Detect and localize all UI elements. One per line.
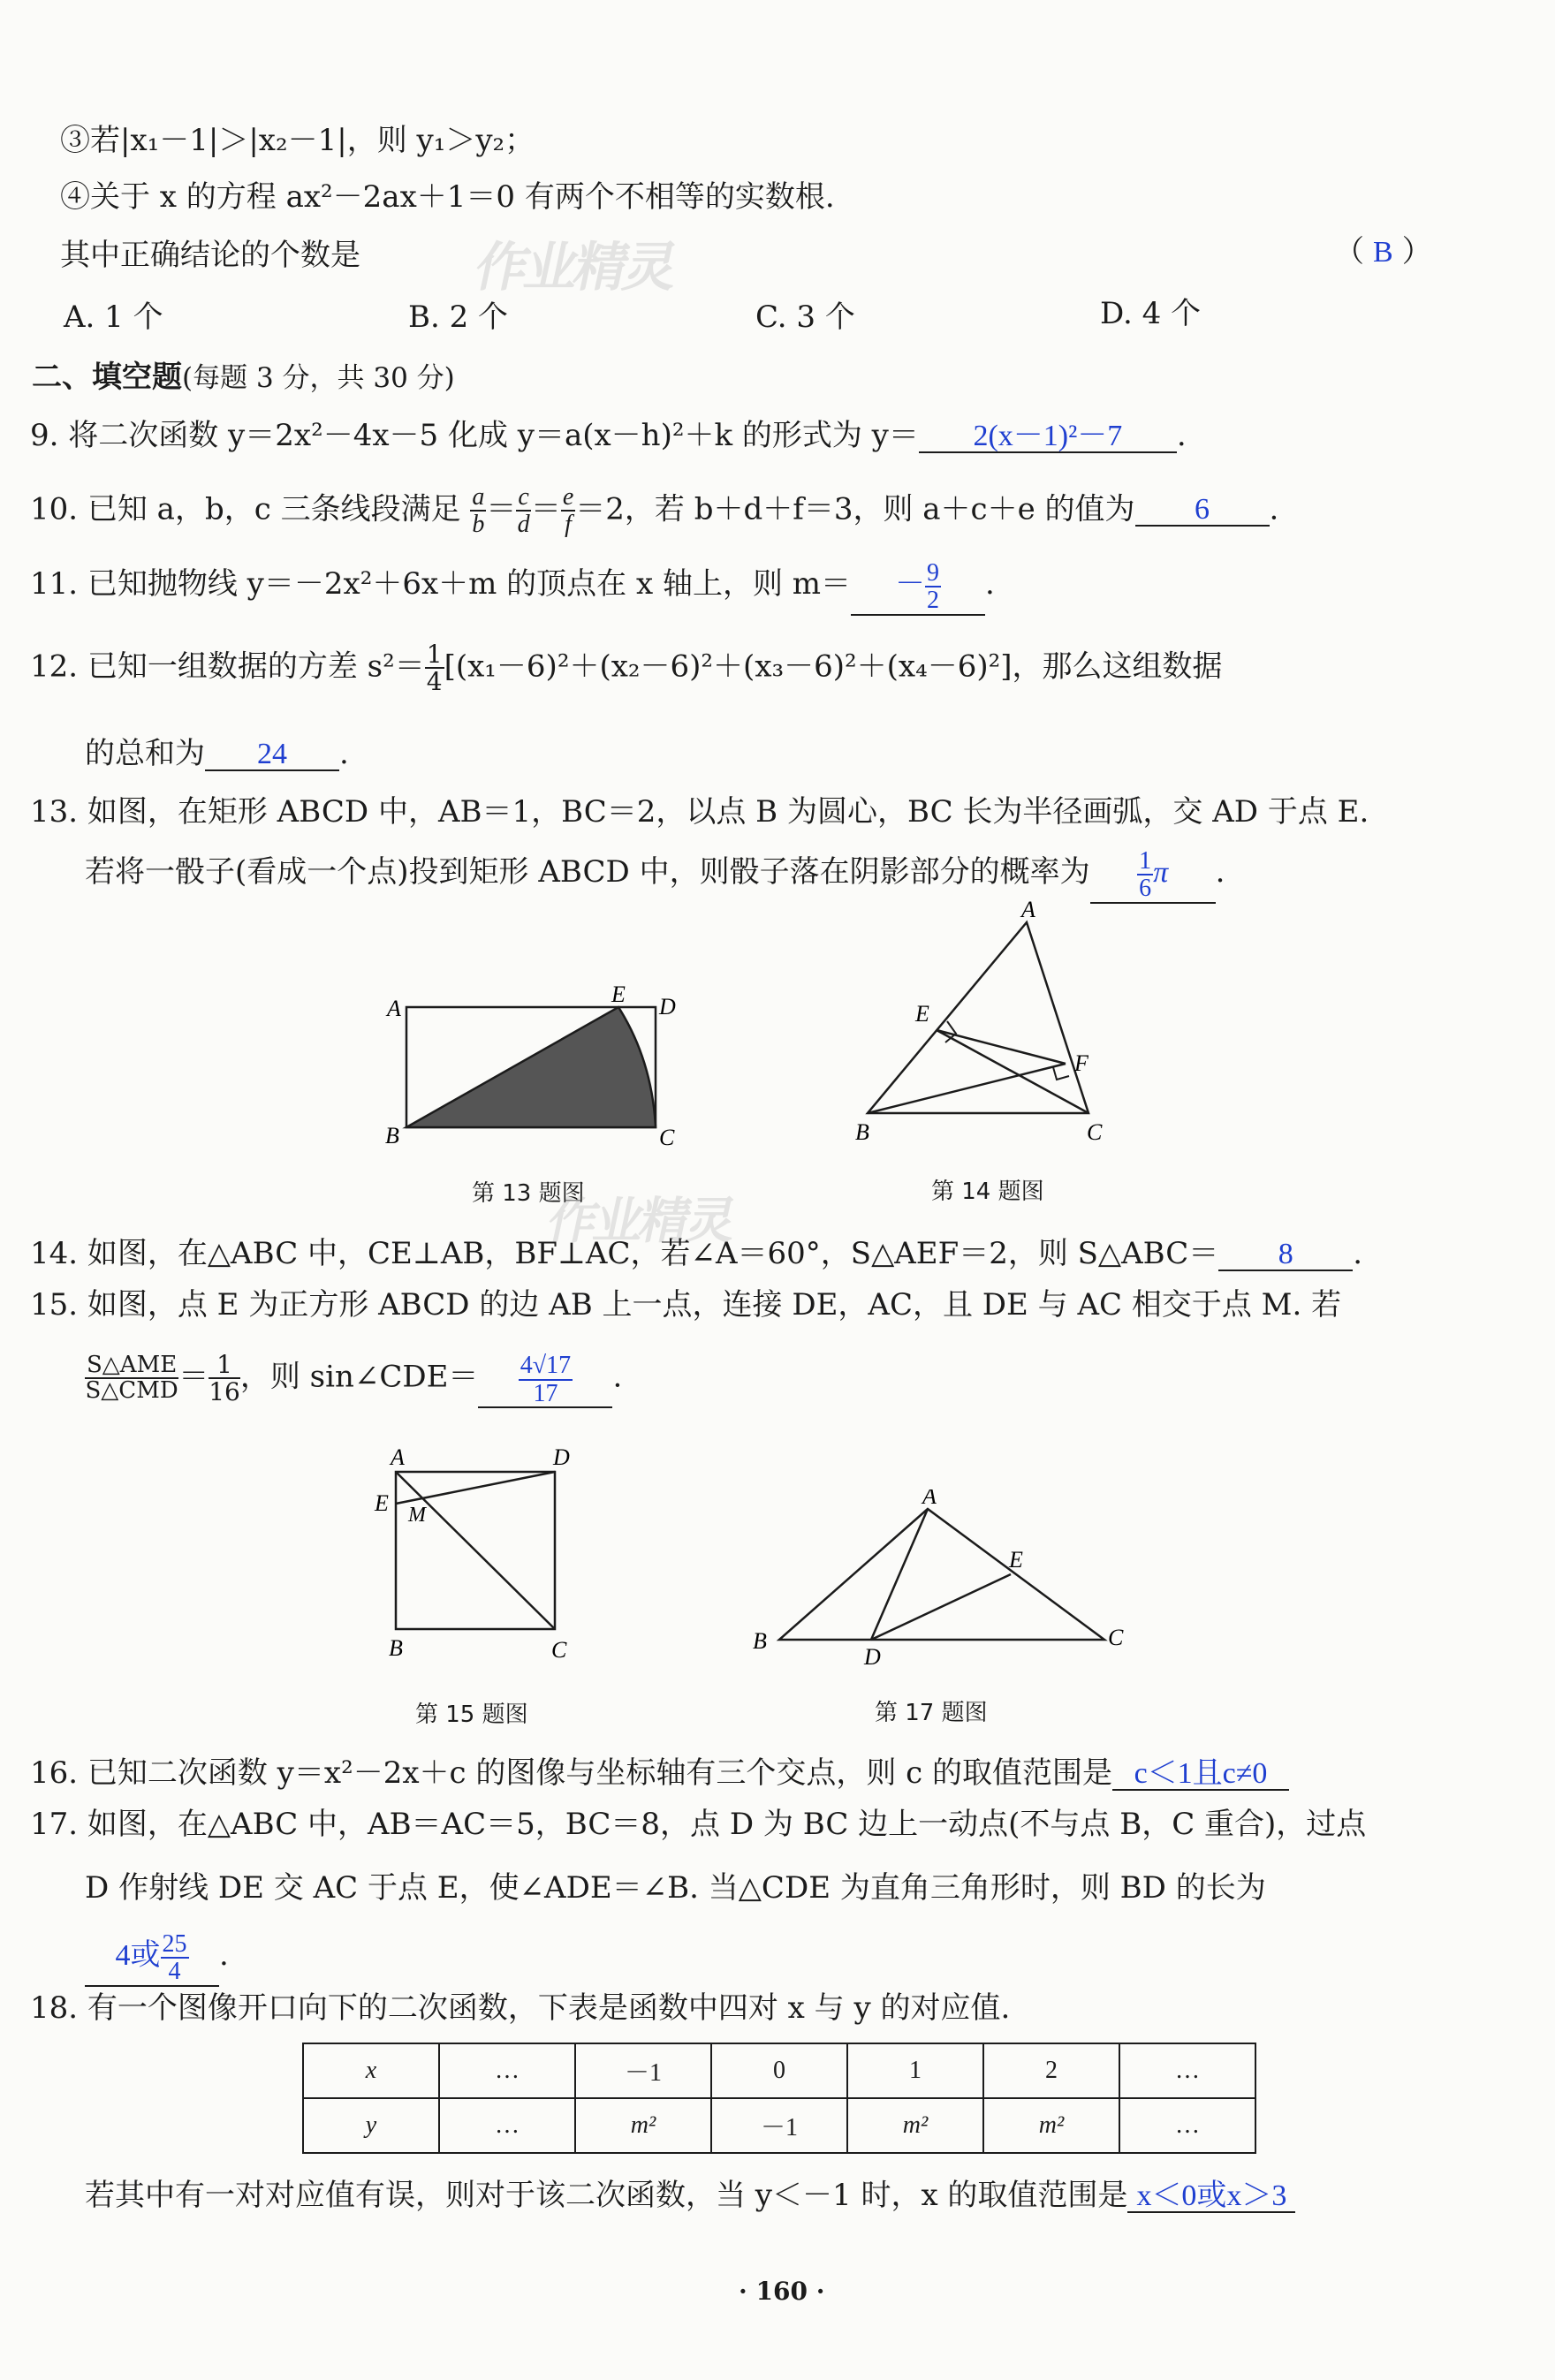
q18-answer: x＜0或x＞3 xyxy=(1127,2181,1295,2213)
fig15-label-e: E xyxy=(375,1490,389,1516)
fig14-segment-ef xyxy=(937,1030,1066,1064)
fig15-label-c: C xyxy=(551,1637,567,1661)
fig13-label-c: C xyxy=(659,1125,675,1150)
q17-answer: 4或 $\frac{25}{4}$ xyxy=(85,1931,219,1987)
fig17-label-c: C xyxy=(1108,1625,1124,1650)
fig15-label-a: A xyxy=(391,1449,405,1470)
fig13-label-e: E xyxy=(611,982,626,1007)
q8-item4: ④关于 x 的方程 ax²－2ax＋1＝0 有两个不相等的实数根. xyxy=(60,179,835,215)
table-cell: －1 xyxy=(575,2043,711,2098)
table-cell: 1 xyxy=(847,2043,983,2098)
fig17-label-a: A xyxy=(922,1489,937,1509)
watermark-2: 作业精灵 xyxy=(542,1193,739,1250)
q15-answer: $\frac{4√17}{17}$ xyxy=(478,1353,612,1408)
fig13-shaded-sector xyxy=(406,1007,656,1127)
table-cell: … xyxy=(439,2098,575,2153)
q10-answer: 6 xyxy=(1135,495,1270,527)
figure-13 xyxy=(371,981,689,1157)
fig17-segment-ad xyxy=(871,1509,928,1640)
q8-choice-c: C. 3 个 xyxy=(755,299,855,335)
table-cell: －1 xyxy=(711,2098,847,2153)
table-cell: x xyxy=(303,2043,439,2098)
page-number: · 160 · xyxy=(739,2277,825,2306)
q8-choice-b: B. 2 个 xyxy=(408,299,509,335)
fig15-segment-de xyxy=(396,1472,555,1504)
fig13-label-b: B xyxy=(385,1123,399,1148)
fig14-label-f: F xyxy=(1074,1050,1088,1076)
q12-line2: 的总和为 24 . xyxy=(85,736,349,771)
table-cell: y xyxy=(303,2098,439,2153)
q8-choice-a: A. 1 个 xyxy=(64,299,163,335)
table-cell: … xyxy=(439,2043,575,2098)
fig15-diagonal-ac xyxy=(396,1472,555,1629)
fig14-right-angle-f xyxy=(1053,1067,1069,1080)
watermark: 作业精灵 xyxy=(469,237,681,299)
q18-table xyxy=(302,2043,1256,2154)
q9-answer: 2(x－1)²－7 xyxy=(919,421,1177,453)
q18-after: 若其中有一对对应值有误，则对于该二次函数，当 y＜－1 时，x 的取值范围是 x＜0或x＞3 xyxy=(85,2180,1295,2213)
fig15-label-d: D xyxy=(553,1449,570,1470)
q8-answer: B xyxy=(1373,236,1393,269)
table-cell: m² xyxy=(847,2098,983,2153)
q15-line2: $\frac{\text{S△AME}}{\text{S△CMD}}$ ＝ $\frac{1}{16}$ ，则 sin∠CDE＝ $\frac{4√17}{17}$ . xyxy=(85,1350,623,1407)
fig17-label-e: E xyxy=(1009,1547,1023,1573)
fig14-label-c: C xyxy=(1087,1119,1103,1145)
q11-answer: － $\frac{9}{2}$ xyxy=(851,560,985,616)
q10: 10. 已知 a，b，c 三条线段满足 $\frac{a}{b}$ ＝ $\frac{c}{d}$ ＝ $\frac{e}{f}$ ＝2，若 b＋d＋f＝3，则 a＋c＋e 的值为 6 . xyxy=(30,483,1279,539)
q8-item3: ③若|x₁－1|＞|x₂－1|，则 y₁＞y₂； xyxy=(60,123,535,158)
q16: 16. 已知二次函数 y＝x²－2x＋c 的图像与坐标轴有三个交点，则 c 的取值范围是 c＜1且c≠0 xyxy=(30,1758,1289,1791)
q13-line2: 若将一骰子(看成一个点)投到矩形 ABCD 中，则骰子落在阴影部分的概率为 $\frac{1}{6}$ π . xyxy=(85,847,1225,903)
figure-17 xyxy=(742,1489,1131,1666)
fig17-label-d: D xyxy=(864,1644,881,1666)
fig17-segment-de xyxy=(871,1574,1011,1640)
q8-choice-d: D. 4 个 xyxy=(1100,296,1202,331)
q15-line1: 15. 如图，点 E 为正方形 ABCD 的边 AB 上一点，连接 DE，AC，且 DE 与 AC 相交于点 M. 若 xyxy=(30,1287,1342,1323)
table-cell: 2 xyxy=(983,2043,1119,2098)
q11: 11. 已知抛物线 y＝－2x²＋6x＋m 的顶点在 x 轴上，则 m＝ － $\frac{9}{2}$ . xyxy=(30,559,995,615)
table-cell: m² xyxy=(983,2098,1119,2153)
table-row xyxy=(303,2098,1255,2153)
fig15-label-b: B xyxy=(389,1635,403,1661)
table-cell: 0 xyxy=(711,2043,847,2098)
q14-answer: 8 xyxy=(1218,1239,1353,1271)
q17-line1: 17. 如图，在△ABC 中，AB＝AC＝5，BC＝8，点 D 为 BC 边上一动点(不与点 B，C 重合)，过点 xyxy=(30,1807,1367,1842)
table-cell: m² xyxy=(575,2098,711,2153)
q13-line1: 13. 如图，在矩形 ABCD 中，AB＝1，BC＝2，以点 B 为圆心，BC 长为半径画弧，交 AD 于点 E. xyxy=(30,794,1369,830)
fig17-caption: 第 17 题图 xyxy=(875,1700,988,1726)
fig13-caption: 第 13 题图 xyxy=(472,1180,585,1207)
fig17-triangle-abc xyxy=(779,1509,1104,1640)
section-title: 二、填空题(每题 3 分，共 30 分) xyxy=(32,360,455,395)
fig13-label-d: D xyxy=(659,994,676,1019)
q13-answer: $\frac{1}{6}$ π xyxy=(1090,848,1216,904)
table-row xyxy=(303,2043,1255,2098)
q9: 9. 将二次函数 y＝2x²－4x－5 化成 y＝a(x－h)²＋k 的形式为 y＝ 2(x－1)²－7 . xyxy=(30,418,1187,453)
fig13-label-a: A xyxy=(387,996,401,1021)
fig15-caption: 第 15 题图 xyxy=(415,1702,528,1728)
q18-text: 18. 有一个图像开口向下的二次函数，下表是函数中四对 x 与 y 的对应值. xyxy=(30,1990,1011,2026)
figure-15 xyxy=(371,1449,583,1661)
q17-answer-line: 4或 $\frac{25}{4}$ . xyxy=(85,1931,229,1987)
figure-14 xyxy=(848,901,1113,1166)
q12-line1: 12. 已知一组数据的方差 s²＝ $\frac{1}{4}$ [(x₁－6)²＋(x₂－6)²＋(x₃－6)²＋(x₄－6)²]，那么这组数据 xyxy=(30,640,1223,697)
fig14-caption: 第 14 题图 xyxy=(931,1179,1044,1205)
fig14-label-e: E xyxy=(915,1001,929,1027)
q16-answer: c＜1且c≠0 xyxy=(1112,1759,1289,1791)
q8-answer-bracket: （ B ） xyxy=(1334,234,1432,269)
fig15-label-m: M xyxy=(408,1504,426,1527)
q14: 14. 如图，在△ABC 中，CE⊥AB，BF⊥AC，若∠A＝60°，S△AEF＝2，则 S△ABC＝ 8 . xyxy=(30,1236,1363,1271)
table-cell: … xyxy=(1119,2043,1255,2098)
fig17-label-b: B xyxy=(753,1628,767,1654)
fig14-label-b: B xyxy=(855,1119,869,1145)
q17-line2: D 作射线 DE 交 AC 于点 E，使∠ADE＝∠B. 当△CDE 为直角三角形时，则 BD 的长为 xyxy=(85,1870,1266,1906)
q8-stem: 其中正确结论的个数是 xyxy=(60,238,360,273)
q12-answer: 24 xyxy=(205,739,339,771)
table-cell: … xyxy=(1119,2098,1255,2153)
fig14-segment-bf xyxy=(868,1064,1066,1113)
fig14-label-a: A xyxy=(1021,901,1035,922)
